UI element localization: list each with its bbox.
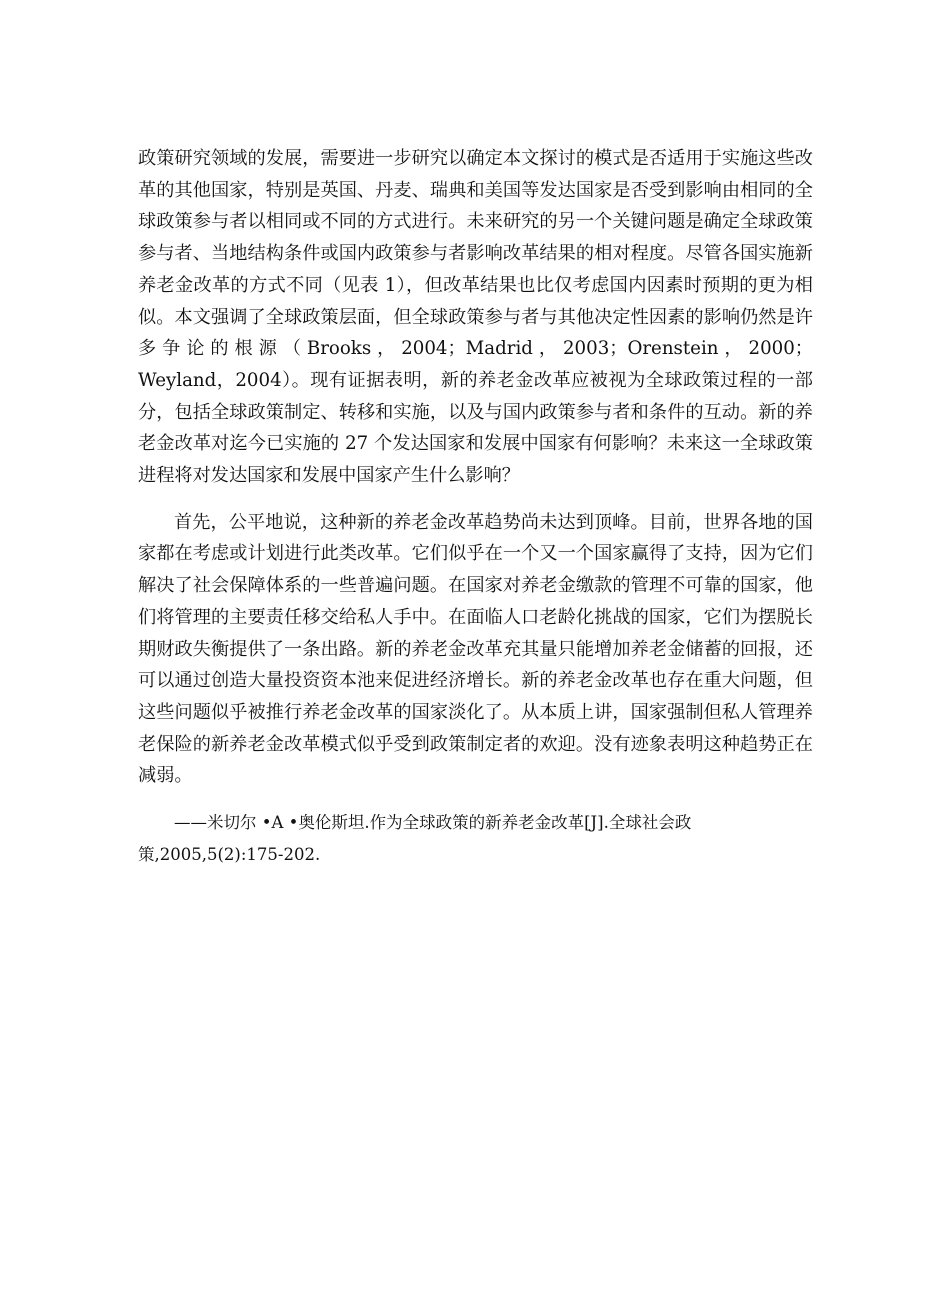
body-paragraph-2: 首先，公平地说，这种新的养老金改革趋势尚未达到顶峰。目前，世界各地的国家都在考虑或计划进行此类改革。它们似乎在一个又一个国家赢得了支持，因为它们解决了社会保障体系的一些普遍问题。在国家对养老金缴款的管理不可靠的国家，他们将管理的主要责任移交给私人手中。在面临人口老龄化挑战的国家，它们为摆脱长期财政失衡提供了一条出路。新的养老金改革充其量只能增加养老金储蓄的回报，还可以通过创造大量投资资本池来促进经济增长。新的养老金改革也存在重大问题，但这些问题似乎被推行养老金改革的国家淡化了。从本质上讲，国家强制但私人管理养老保险的新养老金改革模式似乎受到政策制定者的欢迎。没有迹象表明这种趋势正在减弱。 [138,511,813,787]
document-body [138,143,813,870]
citation: ——米切尔 •A •奥伦斯坦.作为全球政策的新养老金改革[J].全球社会政策,2005,5(2):175-202. [138,813,692,864]
body-paragraph-1: 政策研究领域的发展，需要进一步研究以确定本文探讨的模式是否适用于实施这些改革的其他国家，特别是英国、丹麦、瑞典和美国等发达国家是否受到影响由相同的全球政策参与者以相同或不同的方式进行。未来研究的另一个关键问题是确定全球政策参与者、当地结构条件或国内政策参与者影响改革结果的相对程度。尽管各国实施新养老金改革的方式不同（见表 1），但改革结果也比仅考虑国内因素时预期的更为相似。本文强调了全球政策层面，但全球政策参与者与其他决定性因素的影响仍然是许多争论的根源（Brooks，2004；Madrid，2003；Orenstein，2000；Weyland，2004）。现有证据表明，新的养老金改革应被视为全球政策过程的一部分，包括全球政策制定、转移和实施，以及与国内政策参与者和条件的互动。新的养老金改革对迄今已实施的 27 个发达国家和发展中国家有何影响？未来这一全球政策进程将对发达国家和发展中国家产生什么影响？ [138,148,813,487]
